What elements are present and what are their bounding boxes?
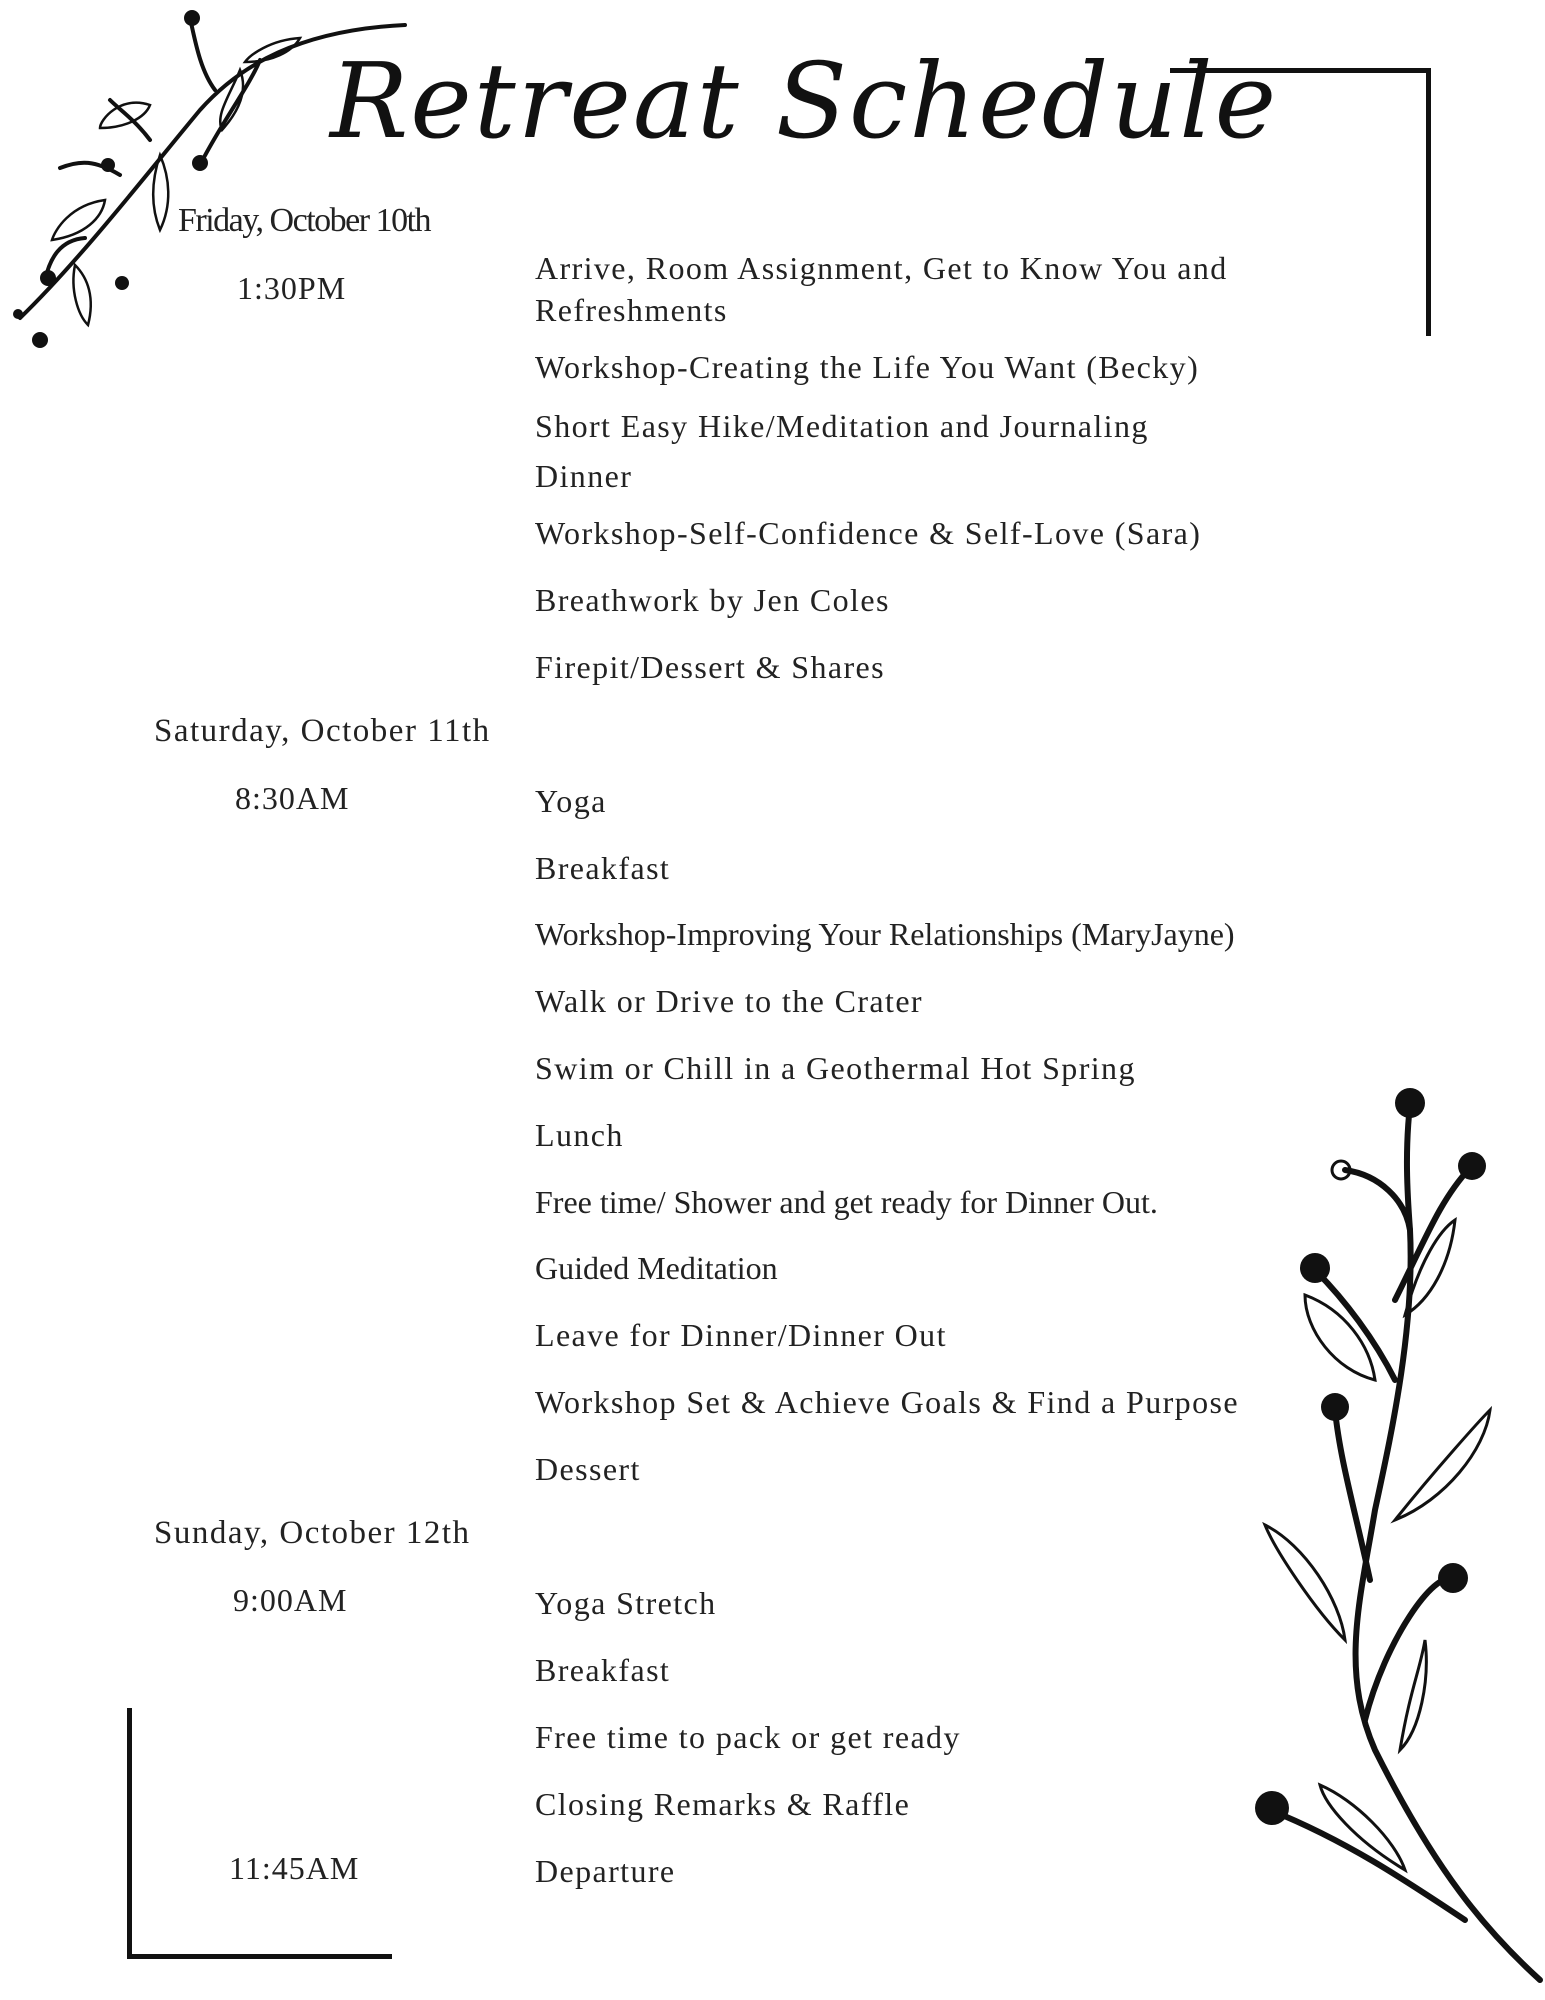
list-item: Workshop-Creating the Life You Want (Becky) xyxy=(535,349,1200,385)
list-item: Dinner xyxy=(535,458,633,494)
list-item: Free time/ Shower and get ready for Dinner Out. xyxy=(535,1184,1158,1220)
time-saturday: 8:30AM xyxy=(235,780,350,816)
top-right-corner-bracket-v xyxy=(1426,68,1431,336)
time-sunday-start: 9:00AM xyxy=(233,1582,348,1618)
list-item: Breakfast xyxy=(535,850,671,886)
day-heading-friday: Friday, October 10th xyxy=(178,202,431,239)
list-item: Workshop-Self-Confidence & Self-Love (Sara) xyxy=(535,515,1202,551)
day-heading-sunday: Sunday, October 12th xyxy=(154,1515,471,1551)
bottom-left-corner-bracket-v xyxy=(127,1708,132,1958)
list-item: Free time to pack or get ready xyxy=(535,1719,961,1755)
list-item: Firepit/Dessert & Shares xyxy=(535,649,885,685)
list-item: Leave for Dinner/Dinner Out xyxy=(535,1317,947,1353)
list-item: Dessert xyxy=(535,1451,641,1487)
day-heading-saturday: Saturday, October 11th xyxy=(154,713,491,749)
list-item: Workshop Set & Achieve Goals & Find a Purpose xyxy=(535,1384,1239,1420)
list-item: Refreshments xyxy=(535,292,728,328)
list-item: Workshop-Improving Your Relationships (MaryJayne) xyxy=(535,916,1235,952)
list-item: Short Easy Hike/Meditation and Journaling xyxy=(535,408,1149,444)
list-item: Breathwork by Jen Coles xyxy=(535,582,890,618)
list-item: Guided Meditation xyxy=(535,1250,778,1286)
time-sunday-end: 11:45AM xyxy=(229,1850,360,1886)
bottom-right-branch-icon xyxy=(1235,1080,1545,1980)
page-title: Retreat Schedule xyxy=(330,40,1279,162)
list-item: Departure xyxy=(535,1853,676,1889)
list-item: Breakfast xyxy=(535,1652,671,1688)
bottom-left-corner-bracket-h xyxy=(127,1954,392,1959)
list-item: Swim or Chill in a Geothermal Hot Spring xyxy=(535,1050,1136,1086)
list-item: Walk or Drive to the Crater xyxy=(535,983,923,1019)
list-item: Arrive, Room Assignment, Get to Know You and xyxy=(535,250,1228,286)
list-item: Yoga Stretch xyxy=(535,1585,717,1621)
list-item: Closing Remarks & Raffle xyxy=(535,1786,911,1822)
list-item: Lunch xyxy=(535,1117,624,1153)
list-item: Yoga xyxy=(535,783,607,819)
time-friday: 1:30PM xyxy=(237,270,347,306)
